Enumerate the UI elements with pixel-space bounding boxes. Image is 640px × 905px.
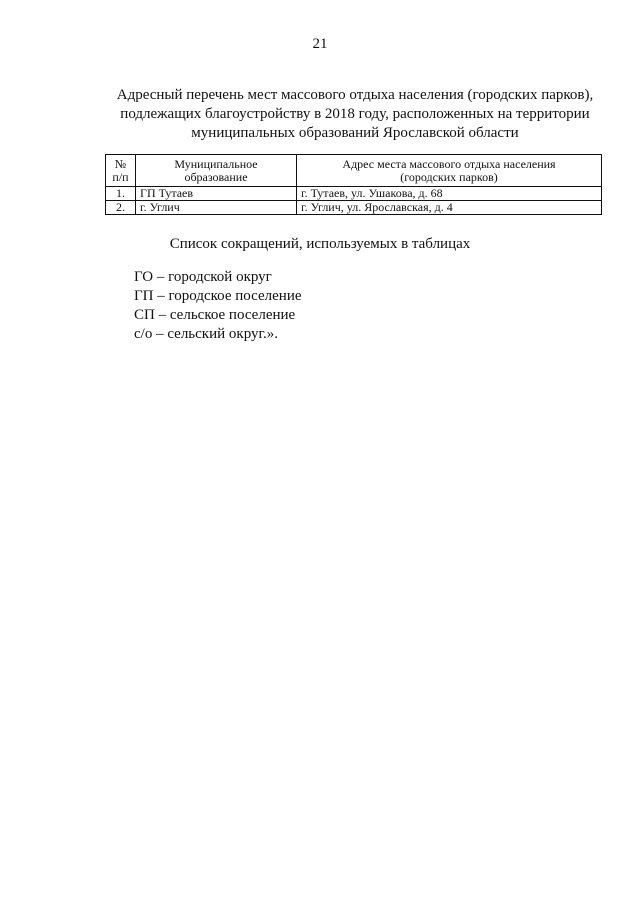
title-line: муниципальных образований Ярославской области [191, 125, 519, 141]
abbreviation-item: ГО – городской округ [134, 269, 272, 285]
cell-number: 2. [106, 201, 136, 215]
parks-table [105, 154, 602, 215]
abbreviation-item: с/о – сельский округ.». [134, 326, 278, 342]
document-title [100, 86, 610, 143]
abbreviations-list [134, 268, 302, 344]
abbreviation-item: СП – сельское поселение [134, 307, 296, 323]
header-number: № п/п [106, 155, 136, 187]
cell-address: г. Тутаев, ул. Ушакова, д. 68 [297, 187, 602, 201]
cell-municipality: ГП Тутаев [136, 187, 297, 201]
table-row [106, 201, 602, 215]
table-header-row [106, 155, 602, 187]
title-line: Адресный перечень мест массового отдыха населения (городских парков), [116, 87, 594, 103]
cell-number: 1. [106, 187, 136, 201]
abbreviations-title: Список сокращений, используемых в таблицах [169, 236, 471, 252]
title-line: подлежащих благоустройству в 2018 году, расположенных на территории [120, 106, 590, 122]
header-municipality: Муниципальное образование [136, 155, 297, 187]
cell-municipality: г. Углич [136, 201, 297, 215]
header-address: Адрес места массового отдыха населения (городских парков) [297, 155, 602, 187]
page-number: 21 [312, 36, 328, 52]
abbreviation-item: ГП – городское поселение [134, 288, 302, 304]
table-row [106, 187, 602, 201]
cell-address: г. Углич, ул. Ярославская, д. 4 [297, 201, 602, 215]
